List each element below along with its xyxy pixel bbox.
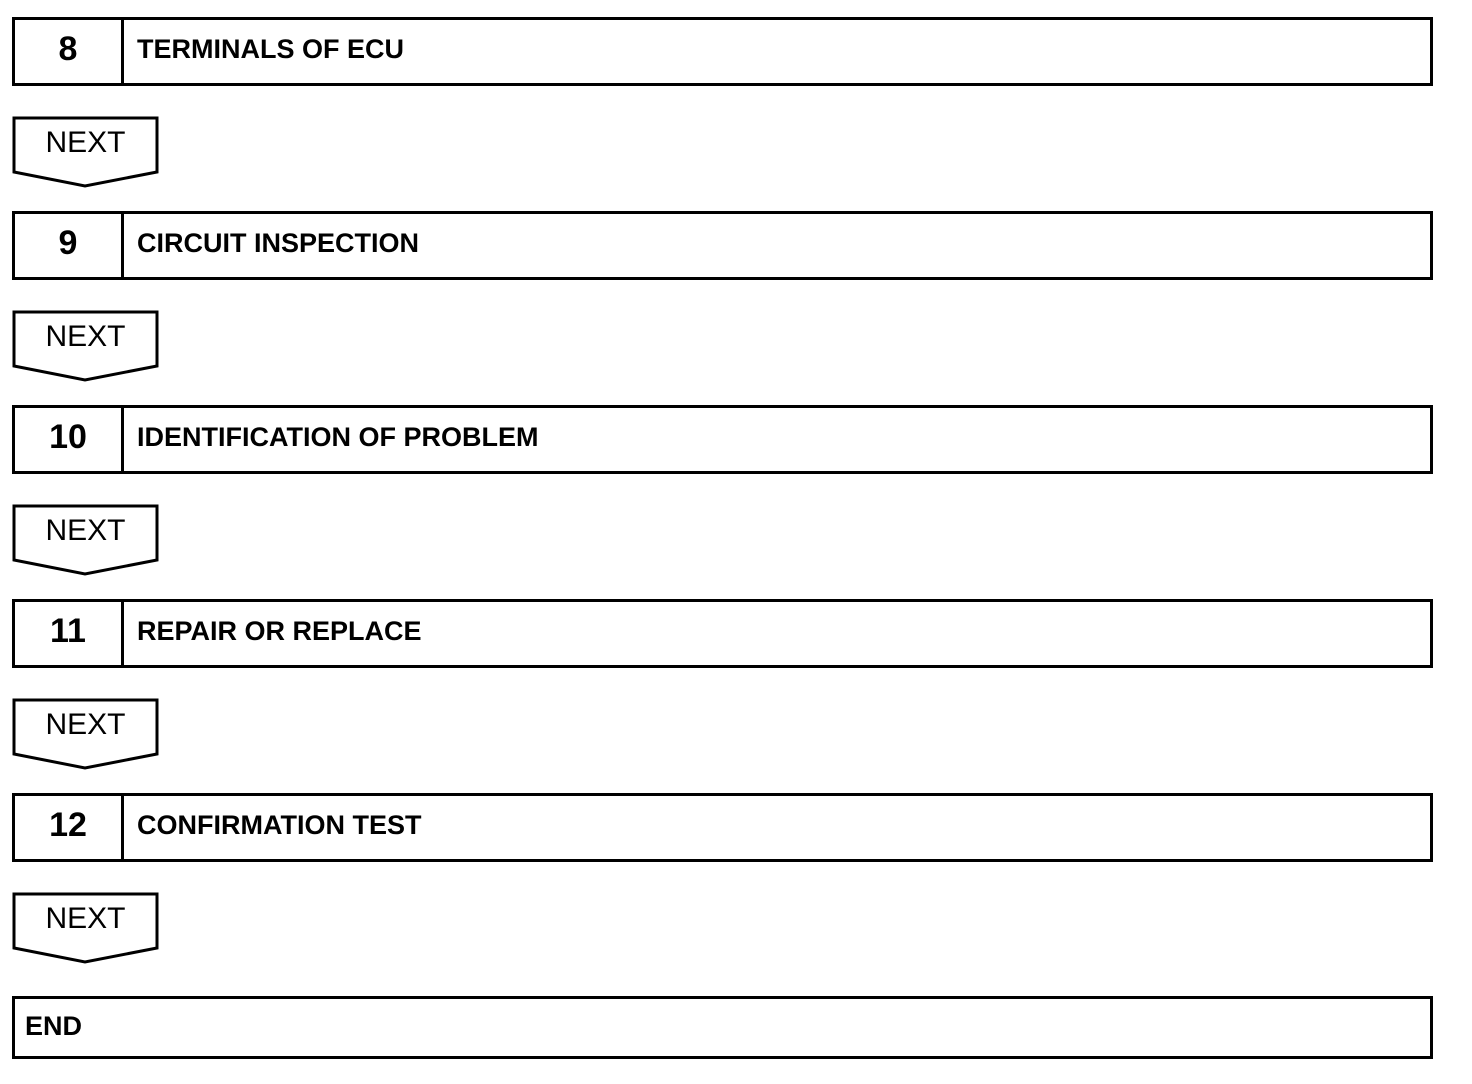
step-number: 8 — [15, 20, 124, 83]
step-title: CONFIRMATION TEST — [137, 810, 422, 840]
next-arrow-2 — [12, 310, 159, 384]
step-10-box — [12, 405, 1433, 474]
next-label: NEXT — [45, 902, 126, 935]
step-number: 12 — [15, 796, 124, 859]
step-title: TERMINALS OF ECU — [137, 34, 404, 64]
next-arrow-3 — [12, 504, 159, 578]
step-8-box — [12, 17, 1433, 86]
step-number: 9 — [15, 214, 124, 277]
step-title: CIRCUIT INSPECTION — [137, 228, 420, 258]
step-9-box — [12, 211, 1433, 280]
step-title: IDENTIFICATION OF PROBLEM — [137, 422, 539, 452]
step-12-box — [12, 793, 1433, 862]
step-title: REPAIR OR REPLACE — [137, 616, 422, 646]
next-label: NEXT — [45, 708, 126, 741]
step-number: 11 — [15, 602, 124, 665]
next-arrow-4 — [12, 698, 159, 772]
end-box — [12, 996, 1433, 1059]
next-arrow-5 — [12, 892, 159, 966]
step-number: 10 — [15, 408, 124, 471]
next-label: NEXT — [45, 126, 126, 159]
next-label: NEXT — [45, 320, 126, 353]
next-label: NEXT — [45, 514, 126, 547]
step-11-box — [12, 599, 1433, 668]
end-label: END — [25, 1011, 83, 1041]
next-arrow-1 — [12, 116, 159, 190]
